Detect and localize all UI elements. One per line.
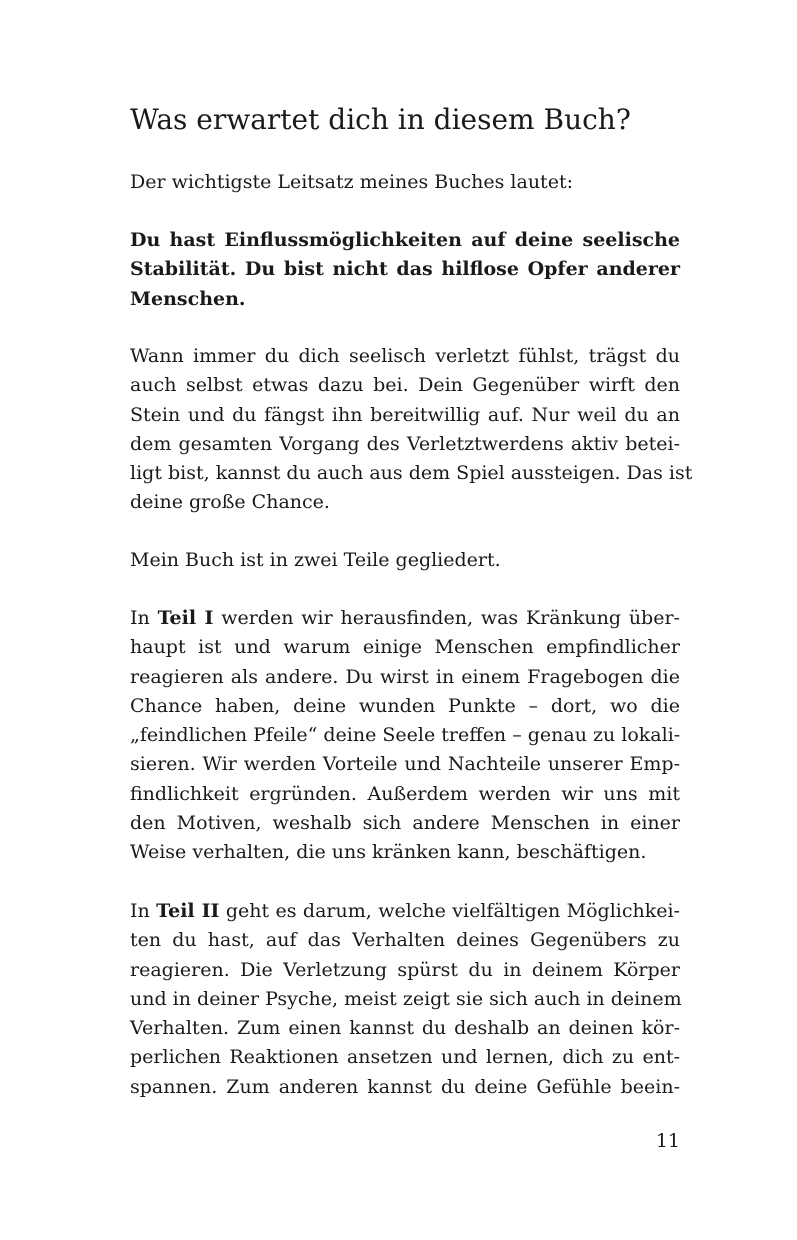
- paragraph-line: und in deiner Psyche, meist zeigt sie sich auch in deinem: [130, 987, 682, 1010]
- paragraph-line: Chance haben, deine wunden Punkte – dort, wo die: [130, 694, 680, 717]
- line-rest: geht es darum, welche vielfältigen Möglichkei-: [219, 900, 680, 922]
- paragraph-line: Stein und du fängst ihn bereitwillig auf. Nur weil du an: [130, 403, 680, 426]
- paragraph-teil-1: [130, 604, 680, 868]
- paragraph-line: spannen. Zum anderen kannst du deine Gefühle beein-: [130, 1075, 680, 1098]
- paragraph-line: ten du hast, auf das Verhalten deines Gegenübers zu: [130, 929, 680, 952]
- page-number: 11: [655, 1130, 680, 1152]
- key-statement-line: Stabilität. Du bist nicht das hilflose Opfer anderer: [130, 258, 680, 281]
- line-prefix: In: [130, 607, 158, 629]
- key-statement-line: Menschen.: [130, 287, 246, 310]
- paragraph-line: den Motiven, weshalb sich andere Menschen in einer: [130, 812, 680, 835]
- paragraph-line: Wann immer du dich seelisch verletzt fühlst, trägst du: [130, 345, 680, 367]
- paragraph-teil-2: [130, 897, 680, 1102]
- paragraph-line: findlichkeit ergründen. Außerdem werden wir uns mit: [130, 782, 680, 805]
- paragraph-1: [130, 342, 693, 518]
- key-statement: [130, 226, 680, 314]
- paragraph-line: Verhalten. Zum einen kannst du deshalb an deinen kör-: [130, 1017, 680, 1040]
- paragraph-line: sieren. Wir werden Vorteile und Nachteile unserer Emp-: [130, 753, 680, 776]
- paragraph-line: auch selbst etwas dazu bei. Dein Gegenüber wirft den: [130, 374, 680, 397]
- paragraph-line: [130, 897, 680, 926]
- paragraph-line: ligt bist, kannst du auch aus dem Spiel aussteigen. Das ist: [130, 462, 693, 485]
- lead-line: Der wichtigste Leitsatz meines Buches lautet:: [130, 171, 573, 193]
- part-label-teil-2: Teil II: [156, 900, 220, 922]
- paragraph-line: dem gesamten Vorgang des Verletztwerdens aktiv betei-: [130, 432, 680, 455]
- line-rest: werden wir herausfinden, was Kränkung über-: [213, 607, 680, 629]
- chapter-heading: Was erwartet dich in diesem Buch?: [130, 103, 631, 136]
- paragraph-line: „feindlichen Pfeile“ deine Seele treffen – genau zu lokali-: [130, 724, 681, 747]
- key-statement-line: Du hast Einflussmöglichkeiten auf deine seelische: [130, 229, 680, 251]
- paragraph-line: reagieren. Die Verletzung spürst du in deinem Körper: [130, 958, 680, 981]
- paragraph-line: perlichen Reaktionen ansetzen und lernen, dich zu ent-: [130, 1046, 680, 1069]
- lead-sentence: [130, 168, 680, 197]
- paragraph-line: Weise verhalten, die uns kränken kann, beschäftigen.: [130, 841, 647, 864]
- line-prefix: In: [130, 900, 157, 922]
- paragraph-2: [130, 546, 680, 575]
- paragraph-line: haupt ist und warum einige Menschen empfindlicher: [130, 636, 680, 659]
- part-label-teil-1: Teil I: [157, 607, 214, 629]
- paragraph-line: [130, 604, 680, 633]
- paragraph-line: Mein Buch ist in zwei Teile gegliedert.: [130, 549, 501, 571]
- paragraph-line: reagieren als andere. Du wirst in einem Fragebogen die: [130, 665, 680, 688]
- paragraph-line: deine große Chance.: [130, 491, 330, 514]
